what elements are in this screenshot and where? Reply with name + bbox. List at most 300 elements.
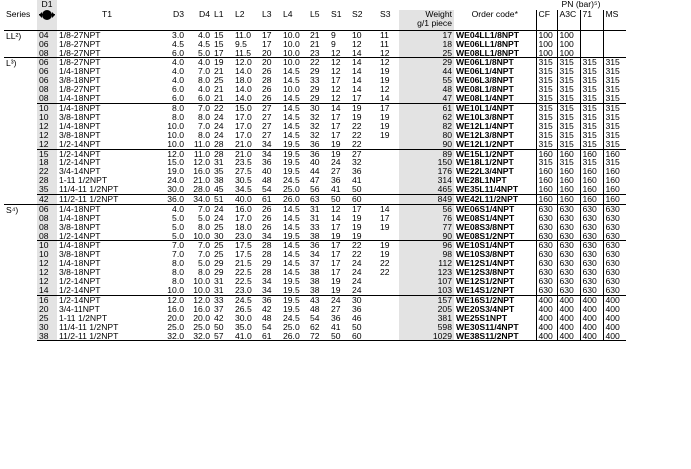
cell-d3: 36.0 [157,195,186,205]
cell-l2: 41.0 [233,332,260,341]
cell-s2: 46 [352,313,362,323]
table-row [4,295,626,304]
cell-pn-ms: 160 [603,185,626,194]
cell-s3: 19 [380,67,390,77]
cell-d1: 25 [37,314,57,323]
cell-d3: 32.0 [157,332,186,341]
cell-pn-a3c: 100 [557,49,580,58]
cell-d4: 16.0 [193,304,210,314]
cell-l2: 21.0 [233,149,260,158]
cell-l2: 9.5 [235,39,247,49]
cell-l2: 17.0 [235,213,252,223]
cell-order-code: WE16S1/2NPT [454,295,536,304]
cell-l1: 28 [214,139,224,149]
cell-l4: 19.5 [283,277,300,287]
cell-l2: 21.5 [235,259,252,269]
cell-l2: 17.0 [235,130,252,140]
cell-pn-cf: 630 [536,214,557,223]
cell-d1: 06 [37,76,57,85]
cell-weight: 76 [399,214,454,223]
d4-header: D4 [199,10,210,19]
cell-l1: 33 [212,295,233,304]
cell-d4: 4.5 [198,39,210,49]
cell-l5: 36 [308,149,329,158]
cell-s3: 19 [380,250,390,259]
cell-pn-cf: 400 [536,295,557,304]
cell-s1: 27 [331,167,341,177]
cell-d4: 11.0 [193,139,210,149]
cell-d3: 4.5 [172,39,184,49]
cell-s1: 50 [329,332,350,341]
cell-t1: 1/4-18NPT [59,67,101,77]
cell-l5: 38 [310,277,320,287]
cell-l2: 30.5 [235,176,252,186]
cell-order-code: WE08LL1/8NPT [456,48,520,58]
fitting-spec-table [4,0,626,341]
cell-l3: 27 [262,121,272,131]
cell-pn-ms: 400 [603,332,626,341]
cell-pn-71: 400 [580,314,603,323]
cell-pn-ms: 630 [603,214,626,223]
cell-d4: 4.0 [198,85,210,95]
cell-l1: 29 [214,259,224,269]
cell-s1: 17 [331,76,341,86]
cell-order-code: WE28L1NPT [456,176,507,186]
cell-s1: 19 [331,231,341,241]
cell-s3: 11 [378,31,399,40]
cell-t1: 11/2-11 1/2NPT [57,195,157,205]
cell-d4: 12.0 [193,158,210,168]
cell-pn-71: 315 [580,131,603,140]
cell-weight: 96 [399,241,454,250]
cell-l4: 25.0 [283,322,300,332]
cell-pn-a3c: 315 [557,104,580,113]
cell-order-code: WE12S3/8NPT [456,268,515,278]
cell-d3: 10.0 [167,121,184,131]
cell-l1: 24 [212,204,233,213]
cell-t1: 3/8-18NPT [59,250,101,259]
cell-l3: 42 [262,304,272,314]
cell-pn-71: 160 [580,176,603,185]
cell-l2: 23.5 [235,158,252,168]
cell-pn-a3c: 160 [557,185,580,194]
cell-l5: 31 [310,213,320,223]
table-row [4,76,626,85]
cell-weight: 77 [399,223,454,232]
cell-s2: 60 [350,195,378,205]
cell-l5: 29 [310,94,320,104]
cell-pn-ms: 315 [603,67,626,76]
cell-d1: 06 [37,40,57,49]
cell-l2: 34.5 [235,185,252,195]
cell-pn-cf: 400 [536,305,557,314]
l5-header: L5 [310,10,320,19]
cell-d4: 7.0 [198,121,210,131]
cell-d1: 04 [37,31,57,40]
cell-pn-ms: 315 [603,85,626,94]
cell-pn-a3c: 315 [557,131,580,140]
cell-order-code: WE06L1/4NPT [456,67,514,77]
table-row [4,49,626,58]
cell-l4: 14.5 [283,130,300,140]
cell-l5: 72 [308,332,329,341]
cell-l5: 63 [308,195,329,205]
cell-s3 [378,185,399,194]
table-row [4,259,626,268]
cell-pn-a3c: 630 [557,250,580,259]
cell-d3: 20.0 [167,313,184,323]
cell-t1: 1/2-14NPT [59,277,101,287]
cell-d4: 7.0 [198,67,210,77]
cell-pn-cf: 315 [536,76,557,85]
table-row [4,104,626,113]
cell-weight: 62 [399,113,454,122]
cell-l3: 26 [262,67,272,77]
cell-l5: 32 [310,130,320,140]
cell-weight: 90 [399,140,454,149]
cell-d4: 8.0 [198,76,210,86]
cell-order-code: WE08L1/4NPT [456,94,514,104]
cell-s2: 24 [352,268,362,278]
cell-l3: 27 [260,104,281,113]
cell-pn-ms: 630 [603,259,626,268]
cell-s1: 14 [329,104,350,113]
table-row [4,85,626,94]
cell-l1: 21 [214,67,224,77]
cell-s1: 12 [329,58,350,67]
cell-s2: 19 [352,213,362,223]
cell-pn-a3c: 315 [557,158,580,167]
cell-d3: 16.0 [167,304,184,314]
cell-s3 [378,140,399,149]
cell-l4: 14.5 [283,76,300,86]
cell-l2: 15.0 [233,104,260,113]
cell-pn-71: 400 [580,305,603,314]
cell-t1: 1/4-18NPT [59,213,101,223]
cell-l3: 48 [262,313,272,323]
cell-l5: 56 [310,185,320,195]
cell-weight: 205 [399,305,454,314]
cell-l3: 28 [262,250,272,259]
series-header: Series [6,10,31,19]
cell-pn-cf: 100 [536,40,557,49]
cell-l5: 33 [310,222,320,232]
cell-s1: 36 [331,176,341,186]
table-row [4,314,626,323]
cell-d4: 4.0 [186,31,212,40]
cell-pn-ms: 630 [603,268,626,277]
cell-pn-a3c: 315 [557,85,580,94]
cell-pn-a3c: 315 [557,122,580,131]
cell-l5: 47 [310,176,320,186]
cell-pn-cf: 400 [536,332,557,341]
cell-d3: 8.0 [172,277,184,287]
cell-l2: 30.0 [235,313,252,323]
cell-l3: 26 [262,222,272,232]
cell-l3: 26 [262,85,272,95]
cell-d4: 5.0 [198,48,210,58]
cell-l4: 10.0 [281,31,308,40]
cell-pn-a3c: 630 [557,259,580,268]
cell-d1: 12 [37,277,57,286]
cell-l1: 31 [214,277,224,287]
cell-pn-71 [580,40,603,49]
cell-t1: 1/4-18NPT [59,94,101,104]
cell-weight: 29 [399,58,454,67]
cell-order-code: WE08S1/2NPT [456,231,515,241]
cell-order-code: WE12L1/4NPT [456,121,514,131]
cell-s3: 12 [380,48,390,58]
cell-s2: 32 [352,158,362,168]
cell-d3: 8.0 [172,259,184,269]
table-row [4,58,626,67]
s2-header: S2 [352,10,363,19]
cell-s2: 30 [350,295,378,304]
cell-d3: 5.0 [172,213,184,223]
cell-pn-cf: 315 [536,140,557,149]
cell-pn-a3c: 315 [557,113,580,122]
cell-weight: 157 [399,295,454,304]
cell-d3: 4.0 [172,67,184,77]
cell-order-code: WE12S1/4NPT [456,259,515,269]
cell-pn-cf: 400 [536,314,557,323]
cell-l5: 29 [310,67,320,77]
cell-order-code: WE08S1/4NPT [456,213,515,223]
cell-l1: 25 [214,250,224,259]
cell-s2: 19 [352,222,362,232]
cell-d4: 6.0 [198,94,210,104]
cell-l5: 48 [310,304,320,314]
cell-d1: 08 [37,214,57,223]
table-row [4,131,626,140]
cell-pn-ms: 630 [603,277,626,286]
cell-pn-ms: 630 [603,232,626,241]
cell-pn-ms: 400 [603,305,626,314]
cell-d3: 4.0 [157,204,186,213]
cell-d3: 6.0 [172,94,184,104]
cell-l1: 24 [214,130,224,140]
cell-d4: 7.0 [186,241,212,250]
cell-l2: 14.0 [235,67,252,77]
cell-l3: 40 [262,167,272,177]
cell-l2: 23.0 [235,231,252,241]
cell-d1: 06 [37,58,57,67]
cell-l5: 62 [310,322,320,332]
cell-order-code: WE30S11/4NPT [456,322,519,332]
table-row [4,214,626,223]
cell-pn-cf: 630 [536,250,557,259]
cell-pn-71: 630 [580,268,603,277]
cell-pn-71: 630 [580,214,603,223]
table-row [4,223,626,232]
cell-pn-a3c: 630 [557,204,580,213]
cell-l4: 19.5 [283,167,300,177]
cell-l4: 14.5 [281,104,308,113]
cell-d3: 10.0 [167,139,184,149]
cell-d1: 14 [37,286,57,295]
cell-pn-71: 630 [580,259,603,268]
d1-icon-cell [37,10,57,31]
cell-l5: 43 [308,295,329,304]
cell-d3: 15.0 [167,158,184,168]
cell-d3: 30.0 [167,185,184,195]
cell-order-code: WE12S1/2NPT [456,277,515,287]
cell-pn-cf: 315 [536,104,557,113]
cell-l4: 24.5 [283,176,300,186]
cell-d4: 32.0 [186,332,212,341]
cell-l5: 40 [310,158,320,168]
cell-s3 [378,176,399,185]
cell-d3: 6.0 [172,85,184,95]
cell-pn-71: 400 [580,332,603,341]
cell-l2: 18.0 [235,222,252,232]
cell-d1: 08 [37,94,57,103]
cell-pn-ms [603,40,626,49]
cell-d4: 34.0 [186,195,212,205]
table-row [4,167,626,176]
cell-l4: 19.5 [283,158,300,168]
cell-s2: 50 [352,322,362,332]
cell-order-code: WE06L3/8NPT [456,76,514,86]
cell-s1: 9 [331,39,336,49]
cell-t1: 1/4-18NPT [59,259,101,269]
cell-t1: 1/8-27NPT [59,39,101,49]
cell-pn-a3c: 315 [557,76,580,85]
cell-pn-71: 630 [580,241,603,250]
cell-l2: 12.0 [233,58,260,67]
cell-l3: 28 [262,76,272,86]
cell-l3: 54 [262,322,272,332]
cell-l2: 17.0 [235,112,252,122]
cell-s3 [378,295,399,304]
cell-l2: 17.5 [233,241,260,250]
cell-s2: 17 [352,94,362,104]
cell-d4: 4.0 [186,58,212,67]
cell-s3 [378,286,399,295]
cell-l1: 42 [214,313,224,323]
cell-d1: 08 [37,49,57,58]
cell-pn-cf: 630 [536,204,557,213]
cell-pn-cf: 315 [536,67,557,76]
cell-pn-71: 160 [580,195,603,205]
cell-s2: 17 [350,204,378,213]
cell-l3: 48 [262,176,272,186]
cell-pn-cf: 630 [536,277,557,286]
cell-t1: 1/4-18NPT [57,241,157,250]
cell-s1: 50 [329,195,350,205]
cell-l2: 27.5 [235,167,252,177]
cell-t1: 11/4-11 1/2NPT [59,322,119,332]
cell-pn-71: 630 [580,232,603,241]
cell-l4: 14.5 [283,222,300,232]
cell-d3: 5.0 [172,231,184,241]
cell-pn-71: 315 [580,104,603,113]
cell-d1: 12 [37,122,57,131]
cell-pn-ms: 315 [603,158,626,167]
cell-pn-ms: 315 [603,113,626,122]
cell-l4: 24.5 [283,313,300,323]
cell-t1: 11/2-11 1/2NPT [57,332,157,341]
cell-l4: 19.5 [283,139,300,149]
cell-pn-a3c: 315 [557,67,580,76]
cell-l3: 34 [262,231,272,241]
cell-d3: 24.0 [167,176,184,186]
cell-t1: 1/2-14NPT [57,295,157,304]
table-row [4,176,626,185]
cell-order-code: WE14S1/2NPT [456,286,515,296]
cell-pn-71 [580,49,603,58]
cell-l2: 14.0 [235,94,252,104]
cell-pn-71: 315 [580,113,603,122]
cell-d3: 12.0 [157,295,186,304]
cell-t1: 1/8-27NPT [57,58,157,67]
cell-weight: 314 [399,176,454,185]
cell-order-code: WE06S1/4NPT [454,204,536,213]
table-row [4,195,626,205]
cell-l5: 36 [308,241,329,250]
cell-weight: 47 [399,94,454,103]
cell-l2: 21.0 [235,139,252,149]
cell-l2: 17.0 [235,121,252,131]
cell-s1: 17 [331,121,341,131]
cell-d3: 10.0 [167,130,184,140]
cell-d3: 6.0 [172,48,184,58]
cell-s3: 12 [380,85,390,95]
cell-l2: 11.0 [233,31,260,40]
cell-d3: 7.0 [157,241,186,250]
cell-order-code: WE12L3/8NPT [456,130,514,140]
cell-s1: 12 [331,48,341,58]
cell-l5: 32 [310,121,320,131]
cell-l4: 14.5 [283,268,300,278]
cell-l5: 31 [308,204,329,213]
cell-t1: 1-11 1/2NPT [59,176,108,186]
cell-s1: 17 [331,112,341,122]
cell-s1: 12 [331,94,341,104]
cell-order-code: WE10S1/4NPT [454,241,536,250]
cell-pn-cf: 630 [536,232,557,241]
cell-l3: 61 [260,332,281,341]
cell-d4: 8.0 [198,130,210,140]
cell-l1: 15 [214,39,224,49]
cell-s1: 36 [331,313,341,323]
cell-d3: 8.0 [172,112,184,122]
table-row [4,286,626,295]
cell-pn-cf: 315 [536,85,557,94]
cell-l3: 26 [262,213,272,223]
table-row [4,40,626,49]
cell-s1: 17 [331,222,341,232]
cell-l4: 14.5 [281,204,308,213]
cell-l2: 17.5 [235,250,252,259]
cell-s2: 12 [352,39,362,49]
cell-weight: 103 [399,286,454,295]
cell-l4: 10.0 [281,58,308,67]
cell-s3: 14 [380,94,390,104]
cell-weight: 82 [399,122,454,131]
cell-pn-cf: 630 [536,241,557,250]
cell-l1: 51 [212,195,233,205]
cell-l1: 24 [214,121,224,131]
cell-l1: 24 [214,213,224,223]
cell-d1: 28 [37,176,57,185]
cell-s3: 19 [380,222,390,232]
cell-s2: 14 [352,76,362,86]
cell-l4: 19.5 [281,149,308,158]
cell-d3: 12.0 [157,149,186,158]
cell-t1: 3/8-18NPT [59,76,101,86]
series-label: LL²) [4,31,37,58]
